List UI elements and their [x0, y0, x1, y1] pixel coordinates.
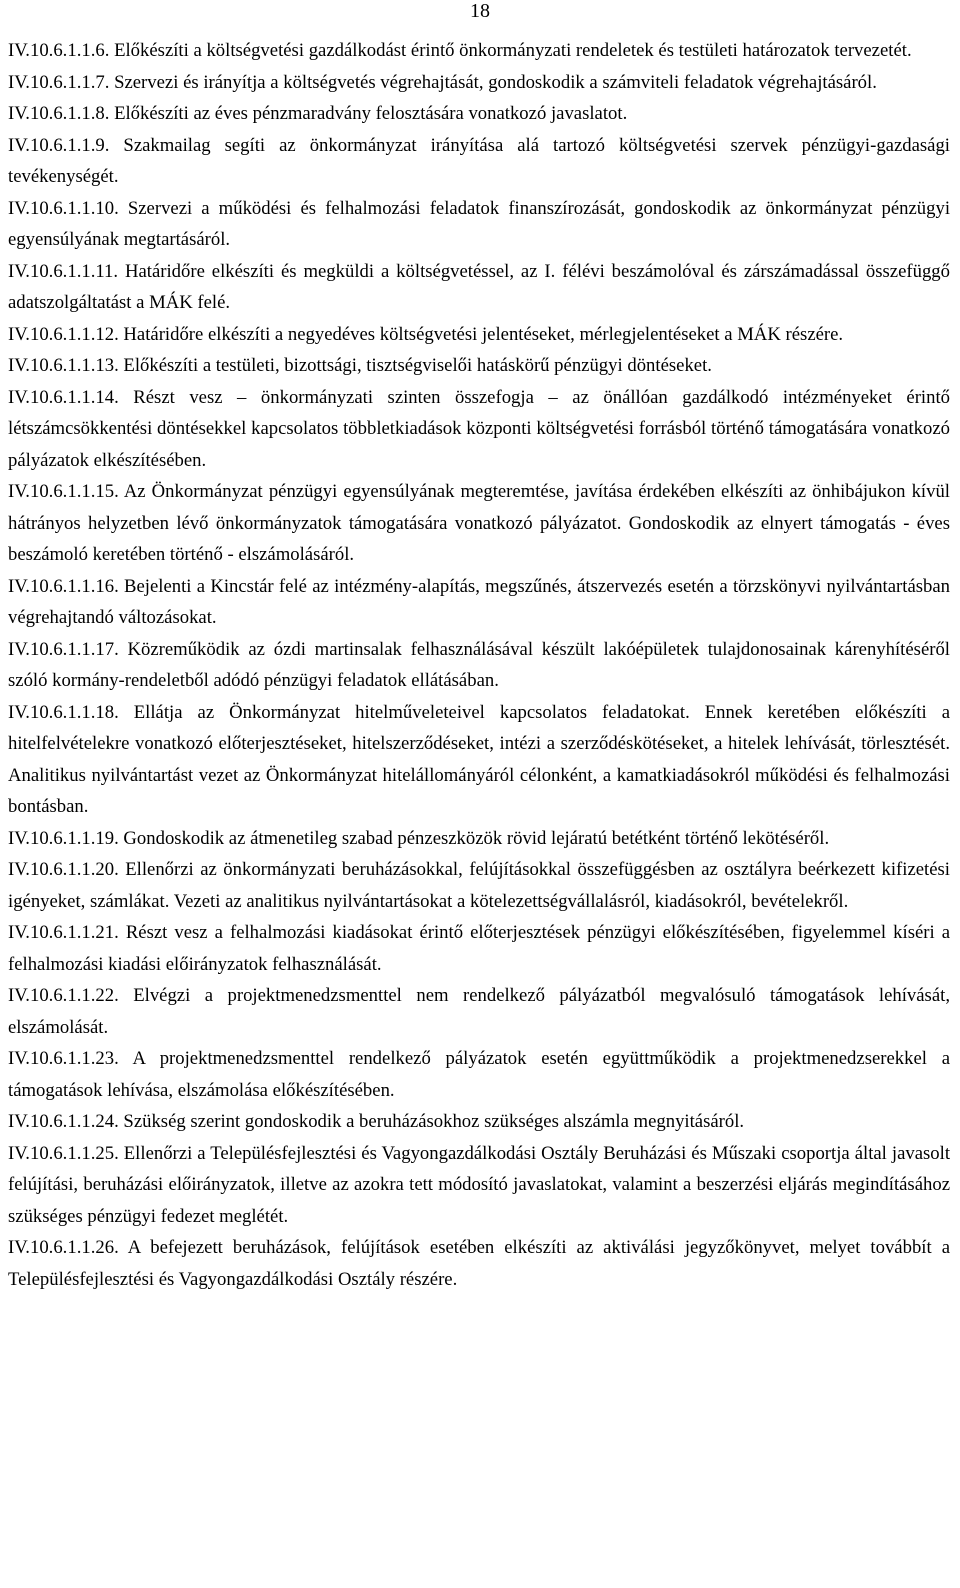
item-number: IV.10.6.1.1.15. — [8, 481, 119, 502]
item-text: Szakmailag segíti az önkormányzat irányítása alá tartozó költségvetési szervek pénzügyi-gazdasági tevékenységét. — [8, 134, 950, 187]
item-text: Előkészíti a testületi, bizottsági, tisztségviselői hatáskörű pénzügyi döntéseket. — [123, 355, 712, 376]
item-text: Részt vesz – önkormányzati szinten összefogja – az önállóan gazdálkodó intézményeket érintő létszámcsökkentési döntésekkel kapcsolatos többletkiadások központi költségvetési forrásból történő támogatására vonatkozó pályázatok elkészítésében. — [8, 386, 950, 471]
item-text: Szükség szerint gondoskodik a beruházásokhoz szükséges alszámla megnyitásáról. — [123, 1111, 745, 1132]
list-item — [8, 1043, 950, 1106]
list-item — [8, 1106, 950, 1138]
list-item — [8, 193, 950, 256]
item-text: Részt vesz a felhalmozási kiadásokat érintő előterjesztések pénzügyi előkészítésében, figyelemmel kíséri a felhalmozási kiadási előirányzatok felhasználását. — [8, 922, 951, 975]
item-number: IV.10.6.1.1.22. — [8, 985, 119, 1006]
item-text: Szervezi a működési és felhalmozási feladatok finanszírozását, gondoskodik az önkormányzat pénzügyi egyensúlyának megtartásáról. — [8, 197, 951, 250]
item-text: A projektmenedzsmenttel rendelkező pályázatok esetén együttműködik a projektmenedzserekkel a támogatások lehívása, elszámolása előkészítésében. — [8, 1048, 950, 1101]
item-number: IV.10.6.1.1.14. — [8, 386, 119, 408]
item-number: IV.10.6.1.1.7. — [8, 71, 110, 93]
item-number: IV.10.6.1.1.25. — [8, 1142, 119, 1164]
item-text: Szervezi és irányítja a költségvetés végrehajtását, gondoskodik a számviteli feladatok végrehajtásáról. — [114, 71, 877, 93]
list-item — [8, 319, 950, 351]
item-number: IV.10.6.1.1.20. — [8, 859, 119, 880]
item-number: IV.10.6.1.1.21. — [8, 922, 119, 943]
item-number: IV.10.6.1.1.13. — [8, 355, 119, 376]
list-item — [8, 350, 950, 382]
item-number: IV.10.6.1.1.23. — [8, 1048, 119, 1069]
item-text: Gondoskodik az átmenetileg szabad pénzeszközök rövid lejáratú betétként történő lekötéséről. — [123, 827, 830, 849]
item-text: Előkészíti az éves pénzmaradvány felosztására vonatkozó javaslatot. — [114, 103, 628, 124]
list-item — [8, 980, 950, 1043]
item-number: IV.10.6.1.1.24. — [8, 1111, 119, 1132]
page-number: 18 — [470, 0, 490, 22]
item-number: IV.10.6.1.1.26. — [8, 1237, 119, 1258]
list-item — [8, 35, 950, 67]
list-item — [8, 98, 950, 130]
list-item — [8, 67, 950, 99]
list-item — [8, 571, 950, 634]
item-number: IV.10.6.1.1.10. — [8, 197, 119, 219]
item-text: Ellenőrzi az önkormányzati beruházásokkal, felújításokkal összefüggésben az osztályra beérkezett kifizetési igényeket, számlákat. Vezeti az analitikus nyilvántartásokat a kötelezettségvállalásról, kiadásokról, bevételekről. — [8, 859, 951, 912]
item-number: IV.10.6.1.1.6. — [8, 40, 110, 61]
item-text: Bejelenti a Kincstár felé az intézmény-alapítás, megszűnés, átszervezés esetén a törzskönyvi nyilvántartásban végrehajtandó változásokat. — [8, 575, 951, 628]
list-item — [8, 130, 950, 193]
item-text: Ellenőrzi a Településfejlesztési és Vagyongazdálkodási Osztály Beruházási és Műszaki csoportja által javasolt felújítási, beruházási előirányzatok, illetve az azokra tett módosító javaslatokat, valamint a beszerzési eljárás megindításához szükséges pénzügyi fedezet meglétét. — [8, 1142, 951, 1227]
item-text: Ellátja az Önkormányzat hitelműveleteivel kapcsolatos feladatokat. Ennek keretében előkészíti a hitelfelvételekre vonatkozó előterjesztéseket, hitelszerződéseket, intézi a szerződéskötéseket, a hitelek lehívását, törlesztését. Analitikus nyilvántartást vezet az Önkormányzat hitelállományáról célonként, a kamatkiadásokról működési és felhalmozási bontásban. — [8, 701, 950, 817]
item-text: Közreműködik az ózdi martinsalak felhasználásával készült lakóépületek tulajdonosainak kárenyhítéséről szóló kormány-rendeletből adódó pénzügyi feladatok ellátásában. — [8, 638, 950, 691]
item-text: Az Önkormányzat pénzügyi egyensúlyának megteremtése, javítása érdekében elkészíti az önhibájukon kívül hátrányos helyzetben lévő önkormányzatok támogatására vonatkozó pályázatot. Gondoskodik az elnyert támogatás - éves beszámoló keretében történő - elszámolásáról. — [8, 481, 950, 565]
item-number: IV.10.6.1.1.19. — [8, 827, 119, 849]
list-item — [8, 476, 950, 571]
item-text: A befejezett beruházások, felújítások esetében elkészíti az aktiválási jegyzőkönyvet, melyet továbbít a Településfejlesztési és Vagyongazdálkodási Osztály részére. — [8, 1237, 950, 1290]
item-number: IV.10.6.1.1.17. — [8, 638, 119, 660]
item-text: Elvégzi a projektmenedzsmenttel nem rendelkező pályázatból megvalósuló támogatások lehívását, elszámolását. — [8, 985, 950, 1038]
list-item — [8, 1138, 950, 1233]
item-number: IV.10.6.1.1.8. — [8, 103, 110, 124]
list-item — [8, 697, 950, 823]
item-text: Előkészíti a költségvetési gazdálkodást érintő önkormányzati rendeletek és testületi határozatok tervezetét. — [114, 40, 912, 61]
item-text: Határidőre elkészíti és megküldi a költségvetéssel, az I. félévi beszámolóval és zárszámadással összefüggő adatszolgáltatást a MÁK felé. — [8, 260, 950, 313]
item-number: IV.10.6.1.1.12. — [8, 323, 119, 345]
item-number: IV.10.6.1.1.9. — [8, 134, 110, 156]
list-item — [8, 256, 950, 319]
list-item — [8, 382, 950, 477]
list-item — [8, 917, 950, 980]
document-body — [8, 35, 950, 1295]
list-item — [8, 1232, 950, 1295]
item-number: IV.10.6.1.1.16. — [8, 575, 119, 597]
list-item — [8, 634, 950, 697]
item-number: IV.10.6.1.1.18. — [8, 701, 119, 723]
list-item — [8, 823, 950, 855]
item-number: IV.10.6.1.1.11. — [8, 260, 119, 282]
list-item — [8, 854, 950, 917]
item-text: Határidőre elkészíti a negyedéves költségvetési jelentéseket, mérlegjelentéseket a MÁK részére. — [123, 323, 844, 345]
